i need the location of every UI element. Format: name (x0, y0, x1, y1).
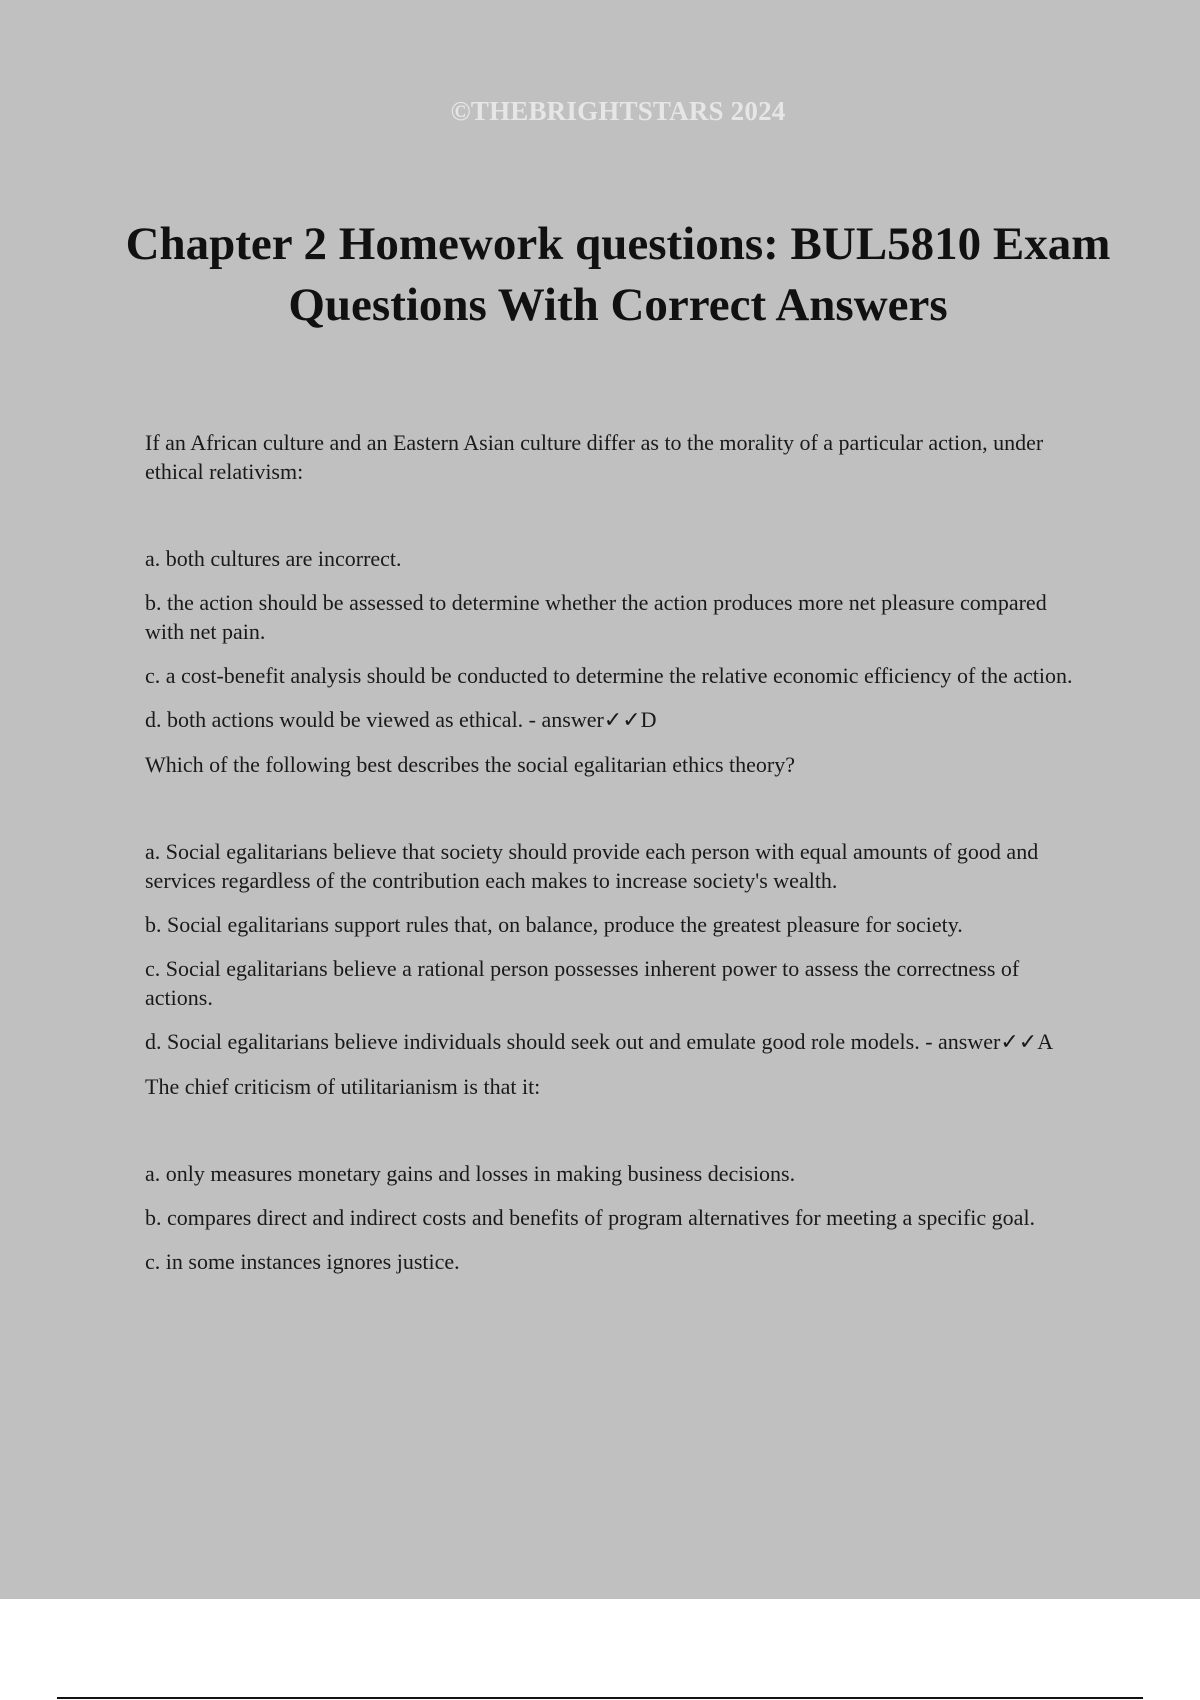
answer-option: c. Social egalitarians believe a rational person possesses inherent power to assess the correctness of actions. (145, 956, 1020, 1010)
answer-option: a. Social egalitarians believe that society should provide each person with equal amounts of good and services regardless of the contribution each makes to increase society's wealth. (145, 839, 1039, 893)
question-block (145, 750, 1090, 1056)
question-text: The chief criticism of utilitarianism is that it: (145, 1074, 541, 1099)
question-block (145, 428, 1090, 734)
question-text: Which of the following best describes the social egalitarian ethics theory? (145, 752, 795, 777)
answer-option-with-key: d. both actions would be viewed as ethical. - answer✓✓D (145, 707, 657, 732)
answer-option: b. the action should be assessed to determine whether the action produces more net pleasure compared with net pain. (145, 590, 1047, 644)
answer-option: c. a cost-benefit analysis should be conducted to determine the relative economic efficiency of the action. (145, 663, 1073, 688)
footer-divider (57, 1697, 1143, 1699)
document-title: Chapter 2 Homework questions: BUL5810 Exam Questions With Correct Answers (125, 218, 1111, 331)
question-block (145, 1072, 1090, 1276)
answer-option: a. only measures monetary gains and losses in making business decisions. (145, 1161, 796, 1186)
answer-option: b. compares direct and indirect costs and benefits of program alternatives for meeting a specific goal. (145, 1205, 1036, 1230)
answer-option-with-key: d. Social egalitarians believe individuals should seek out and emulate good role models. - answer✓✓A (145, 1029, 1054, 1054)
answer-option: b. Social egalitarians support rules that, on balance, produce the greatest pleasure for society. (145, 912, 963, 937)
document-body (145, 428, 1090, 1291)
answer-option: c. in some instances ignores justice. (145, 1249, 460, 1274)
question-text: If an African culture and an Eastern Asian culture differ as to the morality of a particular action, under ethical relativism: (145, 430, 1044, 484)
watermark: ©THEBRIGHTSTARS 2024 (450, 96, 786, 126)
answer-option: a. both cultures are incorrect. (145, 546, 402, 571)
